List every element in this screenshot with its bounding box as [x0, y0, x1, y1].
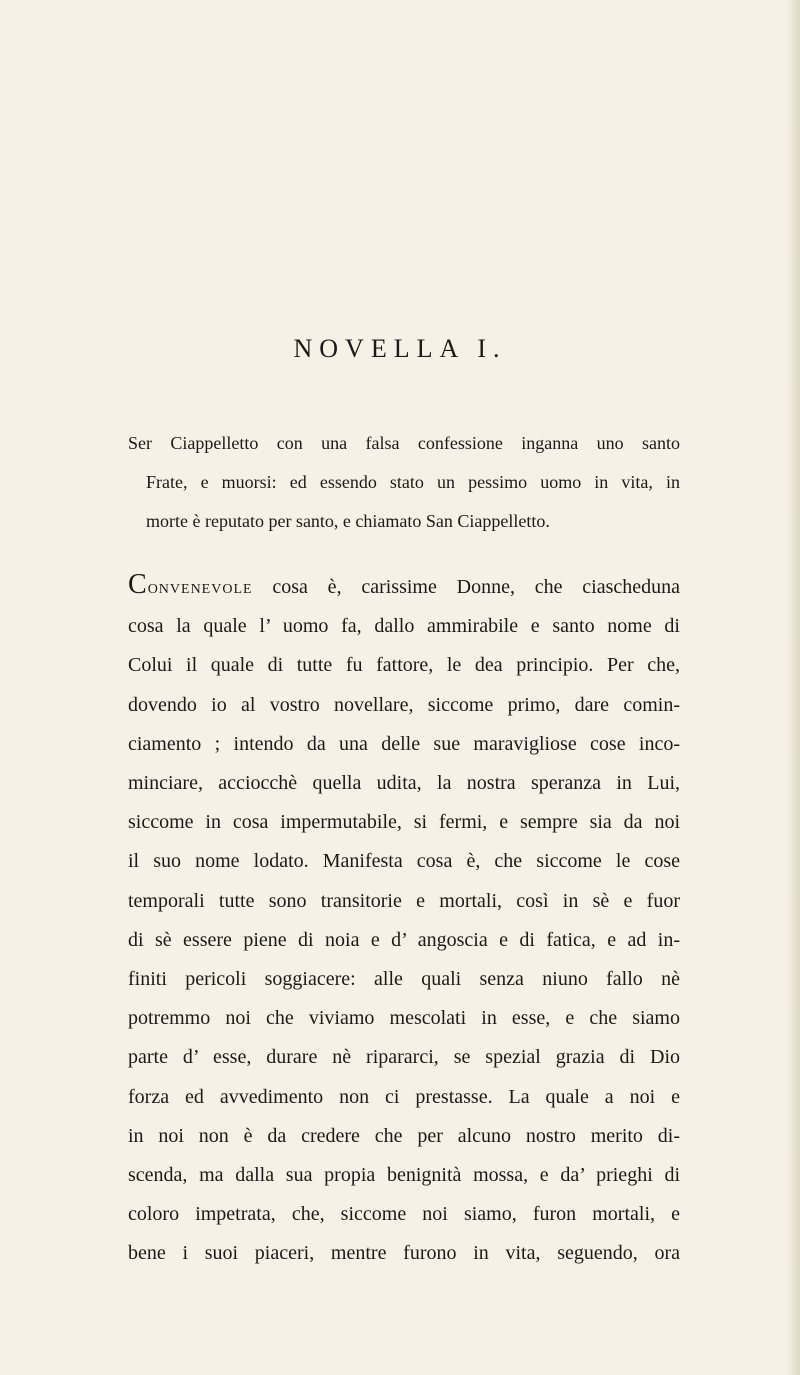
body-line: minciare, acciocchè quella udita, la nostra speranza in Lui,: [128, 772, 680, 795]
opening-initial: C: [128, 569, 148, 600]
summary-line: morte è reputato per santo, e chiamato San Ciappelletto.: [146, 511, 550, 531]
page-edge-shadow: [786, 0, 800, 1375]
summary-line: Frate, e muorsi: ed essendo stato un pessimo uomo in vita, in: [146, 472, 680, 492]
body-line: il suo nome lodato. Manifesta cosa è, che siccome le cose: [128, 850, 680, 873]
body-line-first: [128, 565, 680, 607]
body-line: in noi non è da credere che per alcuno nostro merito di-: [128, 1124, 680, 1147]
body-line: cosa la quale l’ uomo fa, dallo ammirabile e santo nome di: [128, 615, 680, 638]
body-line: parte d’ esse, durare nè ripararci, se spezial grazia di Dio: [128, 1046, 680, 1069]
body-line: scenda, ma dalla sua propia benignità mossa, e da’ prieghi di: [128, 1164, 680, 1187]
body-line: forza ed avvedimento non ci prestasse. La quale a noi e: [128, 1085, 680, 1108]
body-line: bene i suoi piaceri, mentre furono in vita, seguendo, ora: [128, 1242, 680, 1265]
opening-word: [128, 569, 253, 600]
first-line-rest: cosa è, carissime Donne, che ciascheduna: [252, 576, 680, 598]
body-line: Colui il quale di tutte fu fattore, le dea principio. Per che,: [128, 654, 680, 677]
body-line: dovendo io al vostro novellare, siccome primo, dare comin-: [128, 693, 680, 716]
body-line: di sè essere piene di noia e d’ angoscia e di fatica, e ad in-: [128, 928, 680, 951]
summary-line: Ser Ciappelletto con una falsa confessione inganna uno santo: [128, 433, 680, 453]
body-line: finiti pericoli soggiacere: alle quali senza niuno fallo nè: [128, 968, 680, 991]
body-line: coloro impetrata, che, siccome noi siamo, furon mortali, e: [128, 1203, 680, 1226]
body-line: ciamento ; intendo da una delle sue maravigliose cose inco-: [128, 732, 680, 755]
novella-title: NOVELLA I.: [293, 334, 507, 363]
body-line: potremmo noi che viviamo mescolati in esse, e che siamo: [128, 1007, 680, 1030]
body-line: siccome in cosa impermutabile, si fermi, e sempre sia da noi: [128, 811, 680, 834]
novella-summary: [128, 424, 680, 541]
novella-body: [128, 565, 680, 1274]
opening-word-rest: onvenevole: [147, 576, 253, 598]
body-line: temporali tutte sono transitorie e mortali, così in sè e fuor: [128, 889, 680, 912]
